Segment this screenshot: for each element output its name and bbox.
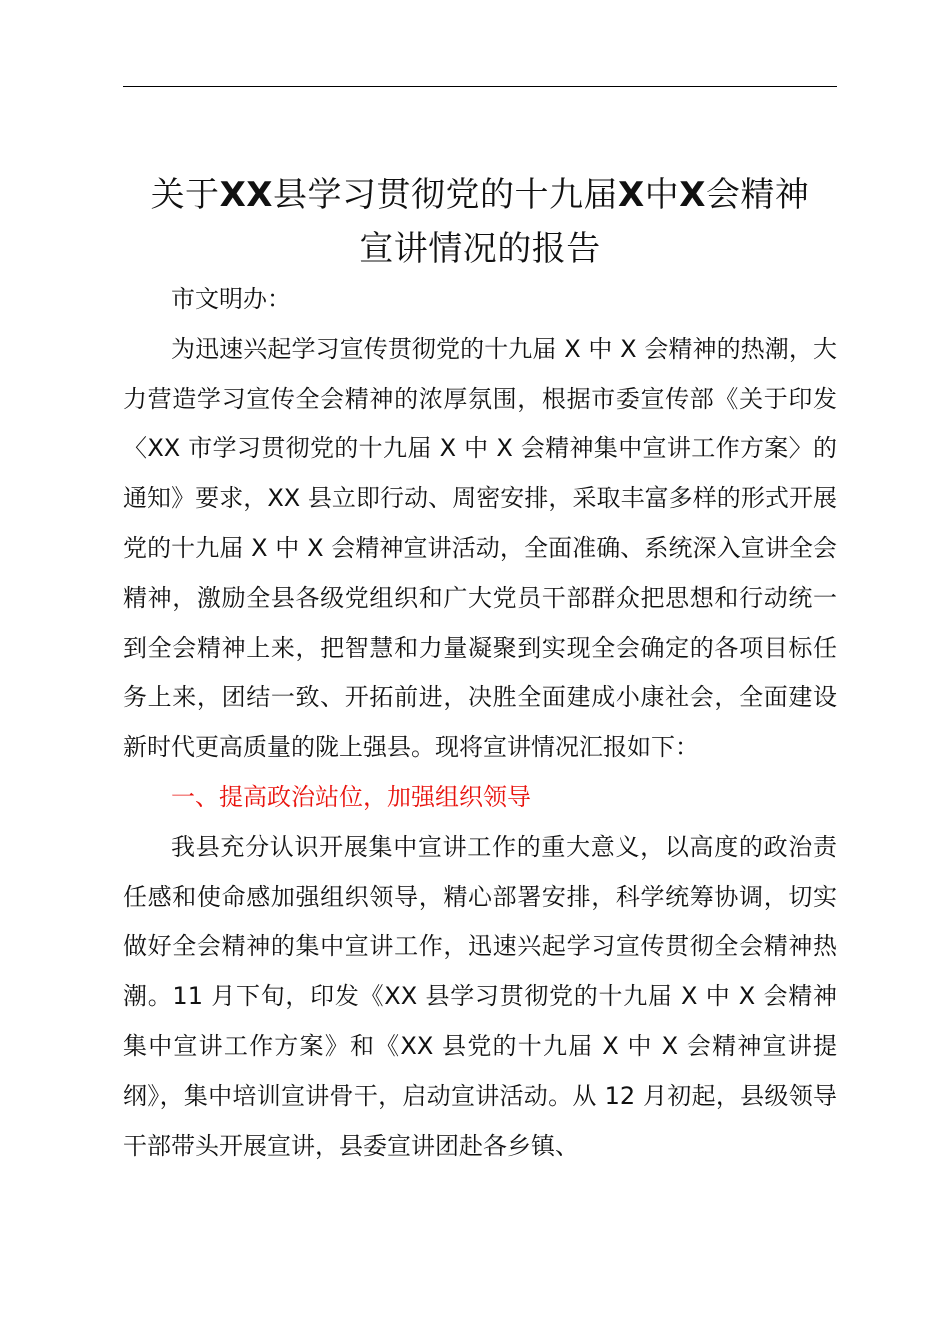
title-part-bold: XX — [219, 174, 273, 215]
body-paragraph: 为迅速兴起学习宣传贯彻党的十九届 X 中 X 会精神的热潮，大力营造学习宣传全会精神的浓厚氛围，根据市委宣传部《关于印发〈XX 市学习贯彻党的十九届 X 中 X 会精神集中宣讲工作方案〉的通知》要求，XX 县立即行动、周密安排，采取丰富多样的形式开展党的十九届 X 中 X 会精神宣讲活动，全面准确、系统深入宣讲全会精神，激励全县各级党组织和广大党员干部群众把思想和行动统一到全会精神上来，把智慧和力量凝聚到实现全会确定的各项目标任务上来，团结一致、开拓前进，决胜全面建成小康社会，全面建设新时代更高质量的陇上强县。现将宣讲情况汇报如下： — [123, 334, 837, 762]
title-part: 关于 — [150, 174, 220, 215]
title-line-1 — [100, 168, 860, 222]
header-rule — [123, 86, 837, 87]
title-part-bold: X — [679, 174, 706, 215]
document-body — [123, 275, 837, 1171]
title-part: 会精神 — [705, 174, 810, 215]
title-part-bold: X — [618, 174, 645, 215]
salutation: 市文明办： — [171, 285, 291, 313]
document-title — [100, 168, 860, 276]
section-heading: 一、提高政治站位，加强组织领导 — [171, 782, 531, 811]
title-line-2: 宣讲情况的报告 — [359, 228, 601, 269]
title-part: 县学习贯彻党的十九届 — [273, 174, 618, 215]
title-part: 中 — [644, 174, 680, 215]
body-paragraph: 我县充分认识开展集中宣讲工作的重大意义，以高度的政治责任感和使命感加强组织领导，精心部署安排，科学统筹协调，切实做好全会精神的集中宣讲工作，迅速兴起学习宣传贯彻全会精神热潮。11 月下旬，印发《XX 县学习贯彻党的十九届 X 中 X 会精神集中宣讲工作方案》和《XX 县党的十九届 X 中 X 会精神宣讲提纲》，集中培训宣讲骨干，启动宣讲活动。从 12 月初起，县级领导干部带头开展宣讲，县委宣讲团赴各乡镇、 — [123, 832, 837, 1160]
